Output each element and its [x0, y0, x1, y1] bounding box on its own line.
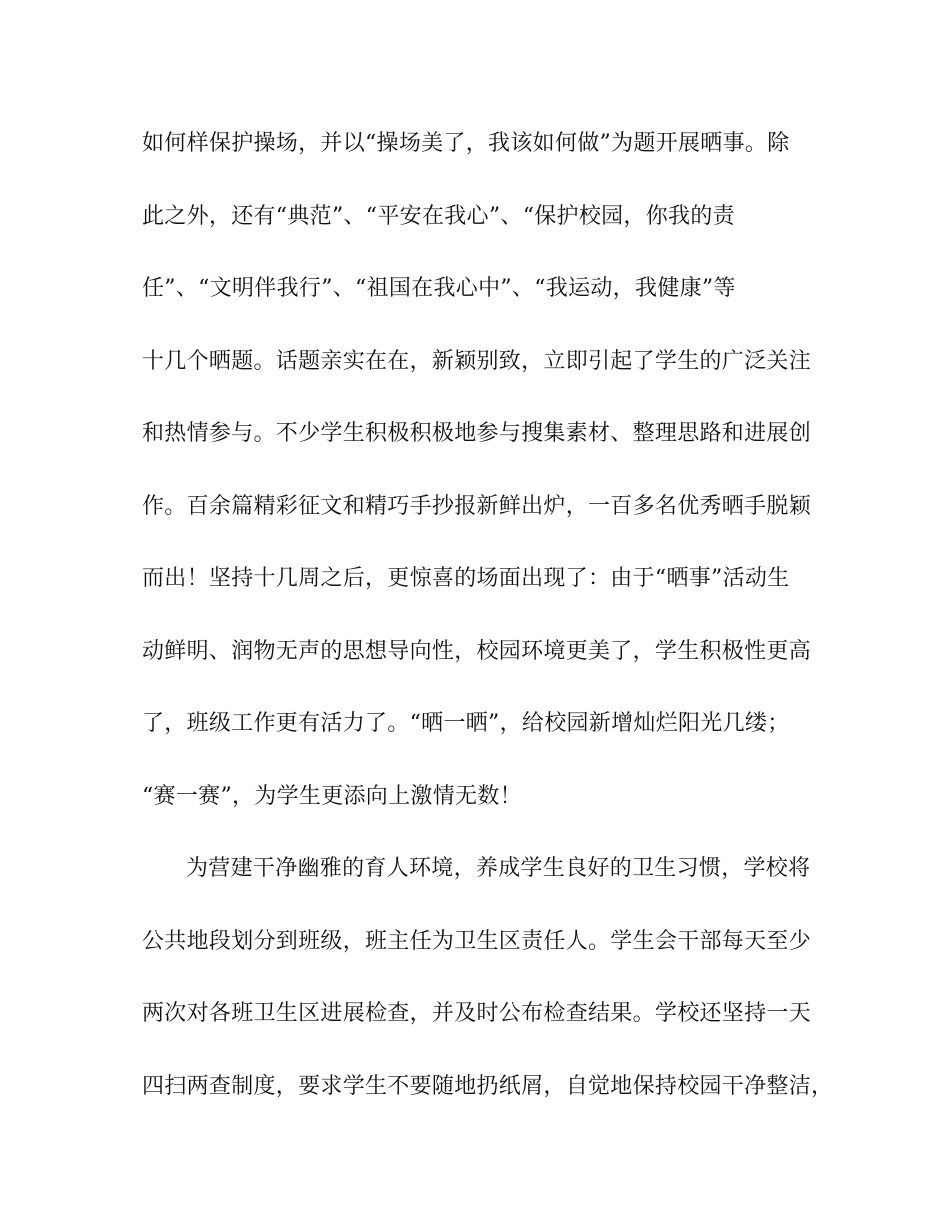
- text-line: 作。百余篇精彩征文和精巧手抄报新鲜出炉，一百多名优秀晒手脱颖: [142, 493, 812, 519]
- text-line: “赛一赛”，为学生更添向上激情无数！: [142, 783, 522, 809]
- text-line: 两次对各班卫生区进展检查，并及时公布检查结果。学校还坚持一天: [142, 1001, 812, 1026]
- text-line: 十几个晒题。话题亲实在在，新颖别致，立即引起了学生的广泛关注: [142, 348, 812, 374]
- paragraph-start-line: 为营建干净幽雅的育人环境，养成学生良好的卫生习惯，学校将: [186, 856, 811, 881]
- text-line: 动鲜明、润物无声的思想导向性，校园环境更美了，学生积极性更高: [142, 638, 812, 664]
- text-line: 任”、“文明伴我行”、“祖国在我心中”、“我运动，我健康”等: [142, 276, 736, 301]
- document-body: [142, 124, 834, 1139]
- text-line: 如何样保护操场，并以“操场美了，我该如何做”为题开展晒事。除: [142, 131, 790, 156]
- text-line: 了，班级工作更有活力了。“晒一晒”，给校园新增灿烂阳光几缕；: [142, 711, 790, 736]
- text-line: 和热情参与。不少学生积极积极地参与搜集素材、整理思路和进展创: [142, 421, 812, 446]
- text-line: 而出！坚持十几周之后，更惊喜的场面出现了：由于“晒事”活动生: [142, 566, 790, 591]
- text-line: 四扫两查制度，要求学生不要随地扔纸屑，自觉地保持校园干净整洁，: [142, 1073, 834, 1099]
- text-line: 此之外，还有“典范”、“平安在我心”、“保护校园，你我的责: [142, 203, 735, 229]
- text-line: 公共地段划分到班级，班主任为卫生区责任人。学生会干部每天至少: [142, 928, 812, 954]
